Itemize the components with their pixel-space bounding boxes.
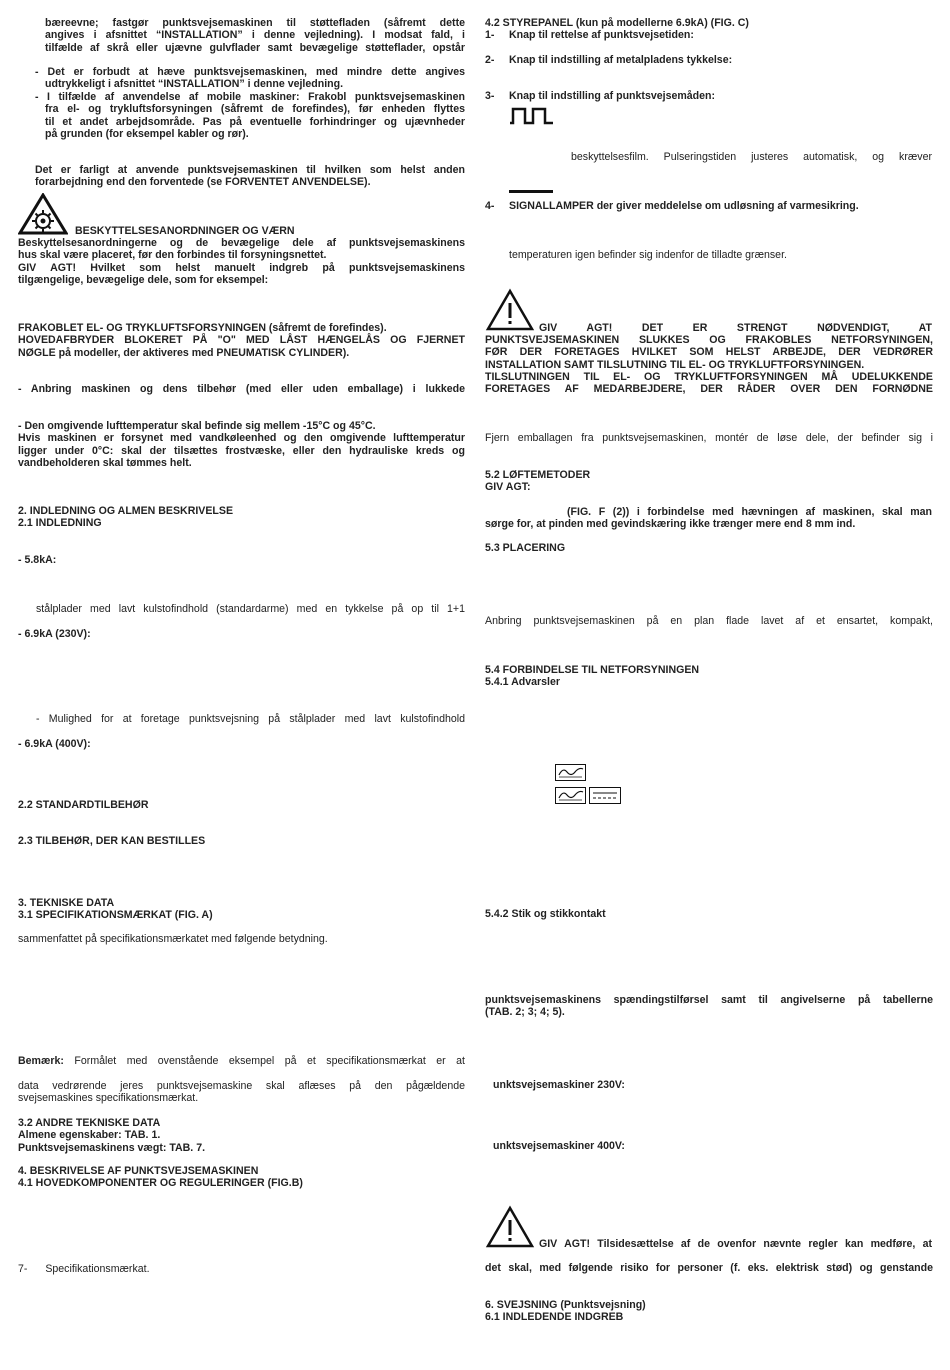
section-2-3-heading: 2.3 TILBEHØR, DER KAN BESTILLES: [18, 835, 206, 847]
heading-line: 3.1 SPECIFIKATIONSMÆRKAT (FIG. A): [18, 909, 213, 922]
protective-gear-icon: [18, 193, 68, 240]
disconnected-line: FRAKOBLET EL- OG TRYKLUFTSFORSYNINGEN (såfremt de forefindes).: [18, 322, 387, 334]
item-7-number: 7-: [18, 1263, 28, 1275]
voltage-line: (TAB. 2; 3; 4; 5).: [485, 1006, 565, 1019]
disconnected-line: HOVEDAFBRYDER BLOKERET PÅ "O" MED LÅST HÆNGELÅS OG FJERNET: [18, 334, 465, 347]
warning-line: FORETAGES AF MEDARBEJDERE, DER RÅDER OVER DEN FORNØDNE: [485, 383, 933, 396]
bullet-line: til et andet arbejdsområde. Pas på eventuelle forhindringer og ujævnheder: [45, 115, 465, 128]
protection-line: GIV AGT! Hvilket som helst manuelt indgreb på punktsvejsemaskinens: [18, 261, 465, 274]
lifting-line: (FIG. F (2)) i forbindelse med hævningen af maskinen, skal man: [567, 506, 932, 518]
section-4-heading: [18, 1165, 303, 1190]
ac-supply-icon: [555, 764, 586, 786]
heading-line: 5.4.1 Advarsler: [485, 676, 560, 689]
lifting-line: sørge for, at pinden med gevindskæring ikke trænger mere end 8 mm ind.: [485, 518, 856, 531]
heading-line: 6.1 INDLEDENDE INDGREB: [485, 1311, 624, 1324]
item-number: 1-: [485, 29, 495, 41]
bullet-line: fra el- og trykluftsforsyningen (såfremt de forefindes), før enheden flyttes: [45, 103, 465, 116]
temperature-line: ligger under 0°C: skal der tilsættes frostvæske, eller den hydrauliske kreds og: [18, 444, 465, 457]
temperature-line: vandbeholderen skal tømmes helt.: [18, 456, 192, 469]
danger-paragraph: [35, 164, 465, 189]
item-7: [18, 1263, 150, 1275]
unpack-line: Fjern emballagen fra punktsvejsemaskinen, montér de løse dele, der befinder sig i: [485, 432, 933, 444]
section-2-2-heading: 2.2 STANDARDTILBEHØR: [18, 799, 149, 811]
heading-line: 5.2 LØFTEMETODER: [485, 469, 591, 481]
warning-2-second-line: det skal, med følgende risiko for personer (f. eks. elektrisk stød) og genstande: [485, 1262, 933, 1274]
intro-paragraph: [45, 17, 465, 54]
warning-line: TILSLUTNINGEN TIL EL- OG TRYKLUFTFORSYNINGEN MÅ UDELUKKENDE: [485, 370, 933, 383]
model-6-9ka-400v: - 6.9kA (400V):: [18, 738, 91, 750]
item-text: Knap til indstilling af metalpladens tykkelse:: [509, 54, 733, 66]
protection-line: hus skal være placeret, før den forbindes til forsyningsnettet.: [18, 249, 327, 262]
bullet-line: - I tilfælde af anvendelse af mobile maskiner: Frakobl punktsvejsemaskinen: [35, 91, 465, 103]
model-5-8ka: - 5.8kA:: [18, 554, 57, 566]
note-paragraph: [18, 1055, 465, 1067]
item-7-text: Specifikationsmærkat.: [45, 1263, 150, 1275]
warning-line: FØR DER FORETAGES HVILKET SOM HELST ARBEJDE, DER VEDRØRER: [485, 346, 933, 359]
danger-line: forarbejdning end den forventede (se FORVENTET ANVENDELSE).: [35, 176, 371, 189]
warning-triangle-icon: [485, 1205, 535, 1254]
control-item-1: [485, 29, 694, 41]
item-number: 3-: [485, 90, 495, 102]
bullet-line: på grunden (for eksempel kabler og rør).: [45, 127, 249, 140]
warning-line: GIV AGT! Tilsidesættelse af de ovenfor nævnte regler kan medføre, at: [539, 1238, 932, 1250]
signal-lamp-bar: [509, 190, 553, 193]
heading-line: GIV AGT:: [485, 481, 531, 494]
item-text: SIGNALLAMPER der giver meddelelse om udløsning af varmesikring.: [509, 200, 859, 212]
danger-line: Det er farligt at anvende punktsvejsemaskinen til hvilken som helst anden: [35, 164, 465, 176]
film-text: beskyttelsesfilm. Pulseringstiden justeres automatisk, og kræver: [571, 151, 932, 163]
intro-line: bæreevne; fastgør punktsvejsemaskinen til støttefladen (såfremt dette: [45, 17, 465, 29]
item-number: 2-: [485, 54, 495, 66]
section-2-heading: [18, 505, 233, 530]
protection-line: Beskyttelsesanordningerne og de bevægelige dele af punktsvejsemaskinens: [18, 237, 465, 249]
lifting-paragraph: [485, 506, 932, 531]
intro-line: angives i afsnittet “INSTALLATION” i denne vejledning). I modsat fald, i: [45, 29, 465, 42]
section-3-heading: [18, 897, 213, 922]
heading-line: 5.4 FORBINDELSE TIL NETFORSYNINGEN: [485, 664, 700, 676]
warning-line: INSTALLATION SAMT TILSLUTNING TIL EL- OG TRYKLUFTFORSYNINGEN.: [485, 358, 865, 371]
section-4-2-heading: 4.2 STYREPANEL (kun på modellerne 6.9kA) (FIG. C): [485, 17, 749, 29]
heading-line: 6. SVEJSNING (Punktsvejsning): [485, 1299, 646, 1311]
disconnected-paragraph: [18, 322, 465, 359]
data-line: svejsemaskines specifikationsmærkat.: [18, 1092, 199, 1105]
voltage-paragraph: [485, 994, 933, 1019]
heading-line: 4.1 HOVEDKOMPONENTER OG REGULERINGER (FIG.B): [18, 1177, 303, 1190]
temperature-range-line: temperaturen igen befinder sig indenfor de tilladte grænser.: [509, 249, 787, 261]
temperature-line: Hvis maskinen er forsynet med vandkøleenhed og den omgivende lufttemperatur: [18, 432, 465, 445]
temperature-line: - Den omgivende lufttemperatur skal befinde sig mellem -15°C og 45°C.: [18, 420, 376, 432]
heading-line: 2. INDLEDNING OG ALMEN BESKRIVELSE: [18, 505, 234, 517]
summary-line: sammenfattet på specifikationsmærkatet med følgende betydning.: [18, 933, 328, 945]
warning-line: GIV AGT! DET ER STRENGT NØDVENDIGT, AT: [539, 322, 932, 334]
section-5-4-heading: [485, 664, 699, 689]
data-line: data vedrørende jeres punktsvejsemaskine skal aflæses på den pågældende: [18, 1080, 465, 1092]
machines-230v-label: unktsvejsemaskiner 230V:: [493, 1079, 625, 1091]
temperature-paragraph: [18, 420, 465, 469]
item-number: 4-: [485, 200, 495, 212]
disconnected-line: NØGLE på modeller, der aktiveres med PNEUMATISK CYLINDER).: [18, 346, 350, 359]
steel-plates-line: stålplader med lavt kulstofindhold (standardarme) med en tykkelse på op til 1+1: [36, 603, 465, 615]
warning-triangle-icon: [485, 288, 535, 337]
bullet-line: - Det er forbudt at hæve punktsvejsemaskinen, med mindre dette angives: [35, 66, 465, 78]
lift-prohibition-bullet: [35, 66, 465, 91]
machines-400v-label: unktsvejsemaskiner 400V:: [493, 1140, 625, 1152]
voltage-line: punktsvejsemaskinens spændingstilførsel samt til angivelserne på tabellerne: [485, 994, 933, 1006]
heading-line: 3. TEKNISKE DATA: [18, 897, 115, 909]
intro-line: tilfælde af skrå eller ujævne gulvflader samt bevægelige støtteflader, opstår: [45, 41, 465, 54]
pulse-waveform-icon: [509, 106, 555, 131]
item-text: Knap til indstilling af punktsvejsemåden:: [509, 90, 716, 102]
protection-title: BESKYTTELSESANORDNINGER OG VÆRN: [75, 225, 295, 237]
warning-1-paragraph: [485, 334, 933, 395]
mobile-machine-bullet: [35, 91, 465, 140]
note-label: Bemærk:: [18, 1055, 64, 1067]
bullet-line: udtrykkeligt i afsnittet “INSTALLATION” i denne vejledning.: [45, 78, 344, 91]
data-paragraph: [18, 1080, 465, 1105]
heading-line: 2.1 INDLEDNING: [18, 517, 102, 530]
control-item-4: [485, 200, 859, 212]
model-6-9ka-230v: - 6.9kA (230V):: [18, 628, 91, 640]
section-5-3-heading: 5.3 PLACERING: [485, 542, 566, 554]
section-5-4-2-heading: 5.4.2 Stik og stikkontakt: [485, 908, 606, 920]
storage-bullet: - Anbring maskinen og dens tilbehør (med eller uden emballage) i lukkede: [18, 383, 465, 395]
placement-line: Anbring punktsvejsemaskinen på en plan flade lavet af et ensartet, kompakt,: [485, 615, 933, 627]
heading-line: Punktsvejsemaskinens vægt: TAB. 7.: [18, 1141, 206, 1154]
warning-line: PUNKTSVEJSEMASKINEN SLUKKES OG FRAKOBLES NETFORSYNINGEN,: [485, 334, 933, 346]
item-text: Knap til rettelse af punktsvejsetiden:: [509, 29, 694, 41]
section-6-heading: [485, 1299, 646, 1324]
warning-1-first-line: [539, 322, 932, 334]
warning-2-first-line: [539, 1238, 932, 1250]
control-item-2: [485, 54, 732, 66]
heading-line: 3.2 ANDRE TEKNISKE DATA: [18, 1117, 161, 1129]
note-text: Formålet med ovenstående eksempel på et specifikationsmærkat er at: [74, 1055, 465, 1067]
ac-supply-icon: [555, 787, 586, 809]
film-line: [571, 151, 932, 163]
section-5-2-heading: [485, 469, 590, 494]
possibility-line: - Mulighed for at foretage punktsvejsning på stålplader med lavt kulstofindhold: [36, 713, 465, 725]
heading-line: 4. BESKRIVELSE AF PUNKTSVEJSEMASKINEN: [18, 1165, 259, 1177]
heading-line: Almene egenskaber: TAB. 1.: [18, 1129, 161, 1142]
protection-line: tilgængelige, bevægelige dele, som for eksempel:: [18, 273, 269, 286]
control-item-3: [485, 90, 715, 102]
protection-paragraph: [18, 237, 465, 286]
section-3-2-heading: [18, 1117, 205, 1154]
dc-voltage-icon: [589, 787, 621, 809]
